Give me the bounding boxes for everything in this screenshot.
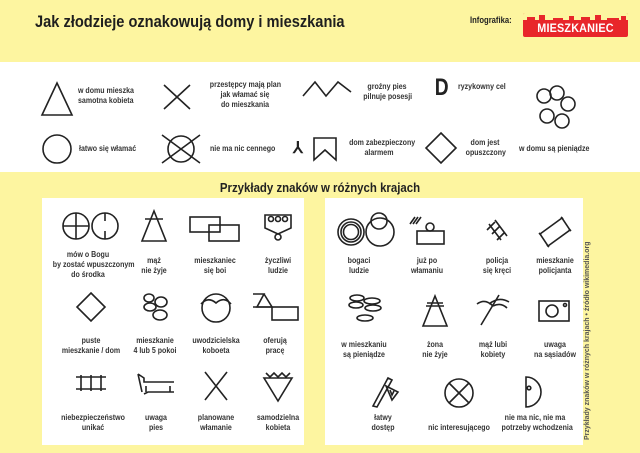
half-circle-icon — [524, 376, 544, 408]
crossed-circle-icon — [161, 134, 201, 164]
dog-icon — [136, 372, 176, 396]
sign-label: w domu są pieniądze — [519, 144, 590, 153]
money-ovals-icon — [347, 294, 383, 324]
example-label: samodzielna kobieta — [256, 413, 300, 432]
circle-cross-pair-icon — [62, 212, 120, 240]
crossed-triangle-icon — [141, 210, 167, 242]
source-note: Przykłady znaków w różnych krajach • źródło wikimedia.org — [584, 241, 591, 440]
wavy-circle-icon — [200, 292, 232, 324]
sign-label: nie ma nic cennego — [210, 144, 276, 153]
example-label: w mieszkaniu są pieniądze — [341, 340, 387, 359]
crossed-circle-icon — [444, 378, 474, 408]
example-label: nie ma nic, nie ma potrzeby wchodzenia — [501, 413, 573, 432]
examples-panel-right — [325, 198, 583, 445]
sign-label: ryzykowny cel — [458, 82, 506, 91]
example-label: mieszkanie 4 lub 5 pokoi — [133, 336, 177, 355]
sign-label: w domu mieszka samotna kobieta — [78, 86, 134, 105]
x-cross-icon — [163, 84, 191, 110]
logo-text: MIESZKANIEC — [537, 21, 614, 35]
triangle-icon — [41, 82, 73, 116]
alarm-glyph: ⅄ — [293, 140, 303, 157]
example-label: uwaga pies — [145, 413, 167, 432]
five-circles-icon — [535, 86, 585, 130]
crowned-triangle-icon — [263, 370, 293, 402]
example-label: uwodzicielska koboeta — [192, 336, 240, 355]
section-title: Przykłady znaków w różnych krajach — [219, 180, 421, 195]
example-label: mieszkaniec się boi — [194, 256, 236, 275]
sign-label: dom zabezpieczony alarmem — [349, 138, 416, 157]
rich-circles-icon — [337, 210, 397, 246]
police-rectangle-icon — [538, 216, 572, 248]
example-label: łatwy dostęp — [371, 413, 395, 432]
example-label: puste mieszkanie / dom — [61, 336, 121, 355]
sign-label: groźny pies pilnuje posesji — [363, 82, 413, 101]
sign-label: przestępcy mają plan jak włamać się do mieszkania — [209, 80, 282, 109]
zigzag-icon — [302, 80, 352, 98]
friendly-people-icon — [264, 214, 292, 242]
example-label: uwaga na sąsiadów — [534, 340, 576, 359]
example-label: żona nie żyje — [422, 340, 448, 359]
ladder-icon — [76, 374, 106, 392]
sign-label: łatwo się włamać — [79, 144, 137, 153]
burgled-box-icon — [409, 216, 445, 246]
example-label: bogaci ludzie — [347, 256, 371, 275]
example-label: mąż nie żyje — [141, 256, 167, 275]
axe-icon — [371, 376, 401, 408]
overlapping-rectangles-icon — [189, 216, 241, 242]
infographic-label: Infografika: — [470, 15, 512, 25]
skyline-decoration — [523, 13, 628, 20]
x-cross-icon — [204, 371, 228, 401]
diamond-icon — [425, 132, 457, 164]
letter-d-icon: D — [434, 74, 449, 101]
page-title: Jak złodzieje oznakowują domy i mieszkania — [35, 12, 345, 31]
example-label: mąż lubi kobiety — [478, 340, 508, 359]
crossed-triangle-icon — [422, 295, 448, 327]
diamond-icon — [76, 292, 106, 322]
triangle-rectangle-icon — [252, 293, 300, 321]
pebbles-icon — [142, 292, 168, 322]
general-signs-panel — [0, 62, 640, 172]
circle-icon — [42, 134, 72, 164]
alarm-banner-icon — [313, 137, 337, 161]
camera-icon — [538, 300, 570, 322]
example-label: życzliwi ludzie — [264, 256, 292, 275]
sign-label: dom jest opuszczony — [465, 138, 506, 157]
example-label: oferują pracę — [263, 336, 287, 355]
example-label: planowane włamanie — [197, 413, 235, 432]
examples-panel-left — [42, 198, 304, 445]
example-label: niebezpieczeństwo unikać — [61, 413, 125, 432]
example-label: mów o Bogu by zostać wpuszczonym do środka — [52, 250, 135, 279]
example-label: policja się kręci — [482, 256, 512, 275]
example-label: mieszkanie policjanta — [536, 256, 574, 275]
example-label: już po włamaniu — [410, 256, 444, 275]
police-grid-icon — [485, 218, 511, 244]
palm-icon — [475, 294, 511, 326]
example-label: nic interesującego — [428, 423, 490, 432]
mieszkaniec-logo — [523, 13, 628, 37]
